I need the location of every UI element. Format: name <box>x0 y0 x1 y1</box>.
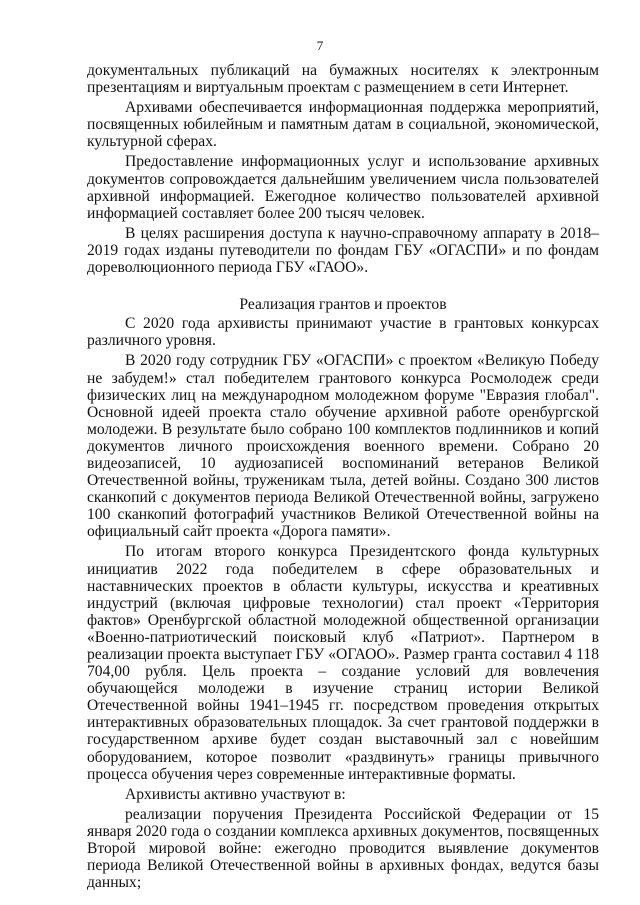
paragraph: реализации поручения Президента Российской Федерации от 15 января 2020 года о создании комплекса архивных документов, посвященных Второй мировой войне: ежегодно проводится выявление документов периода Великой Отечественной войны в архивных фондах, ведутся базы данных; <box>87 805 599 892</box>
page-number: 7 <box>316 38 324 53</box>
document-body <box>87 62 599 894</box>
paragraph: С 2020 года архивисты принимают участие в грантовых конкурсах различного уровня. <box>87 315 599 350</box>
paragraph: документальных публикаций на бумажных носителях к электронным презентациям и виртуальным проектам с размещением в сети Интернет. <box>87 62 599 97</box>
section-heading: Реализация грантов и проектов <box>239 296 447 314</box>
paragraph: В целях расширения доступа к научно-справочному аппарату в 2018–2019 годах изданы путеводители по фондам ГБУ «ОГАСПИ» и по фондам дореволюционного периода ГБУ «ГАОО». <box>87 224 599 277</box>
paragraph: По итогам второго конкурса Президентского фонда культурных инициатив 2022 года победителем в сфере образовательных и наставнических проектов в области культуры, искусства и креативных индустрий (включая цифровые технологии) стал проект «Территория фактов» Оренбургской областной молодежной общественной организации «Военно-патриотический поисковый клуб «Патриот». Партнером в реализации проекта выступает ГБУ «ОГАОО». Размер гранта составил 4 118 704,00 рубля. Цель проекта – создание условий для вовлечения обучающейся молодежи в изучение страниц истории Великой Отечественной войны 1941–1945 гг. посредством проведения открытых интерактивных образовательных площадок. За счет грантовой поддержки в государственном архиве будет создан выставочный зал с новейшим оборудованием, которое позволит «раздвинуть» границы привычного процесса обучения через современные интерактивные форматы. <box>87 543 599 783</box>
paragraph: Архивами обеспечивается информационная поддержка мероприятий, посвященных юбилейным и памятным датам в социальной, экономической, культурной сферах. <box>87 99 599 151</box>
paragraph: Архивисты активно участвуют в: <box>125 785 346 803</box>
paragraph: В 2020 году сотрудник ГБУ «ОГАСПИ» с проектом «Великую Победу не забудем!» стал победителем грантового конкурса Росмолодеж среди физических лиц на международном молодежном форуме "Евразия глобал". Основной идеей проекта стало обучение архивной работе оренбургской молодежи. В результате было собрано 100 комплектов подлинников и копий документов личного происхождения военного времени. Собрано 20 видеозаписей, 10 аудиозаписей воспоминаний ветеранов Великой Отечественной войны, труженикам тыла, детей войны. Создано 300 листов сканкопий с документов периода Великой Отечественной войны, загружено 100 сканкопий фотографий участников Великой Отечественной войны на официальный сайт проекта «Дорога памяти». <box>87 352 599 541</box>
paragraph: Предоставление информационных услуг и использование архивных документов сопровождается дальнейшим увеличением числа пользователей архивной информацией. Ежегодное количество пользователей архивной информацией составляет более 200 тысяч человек. <box>87 153 599 222</box>
